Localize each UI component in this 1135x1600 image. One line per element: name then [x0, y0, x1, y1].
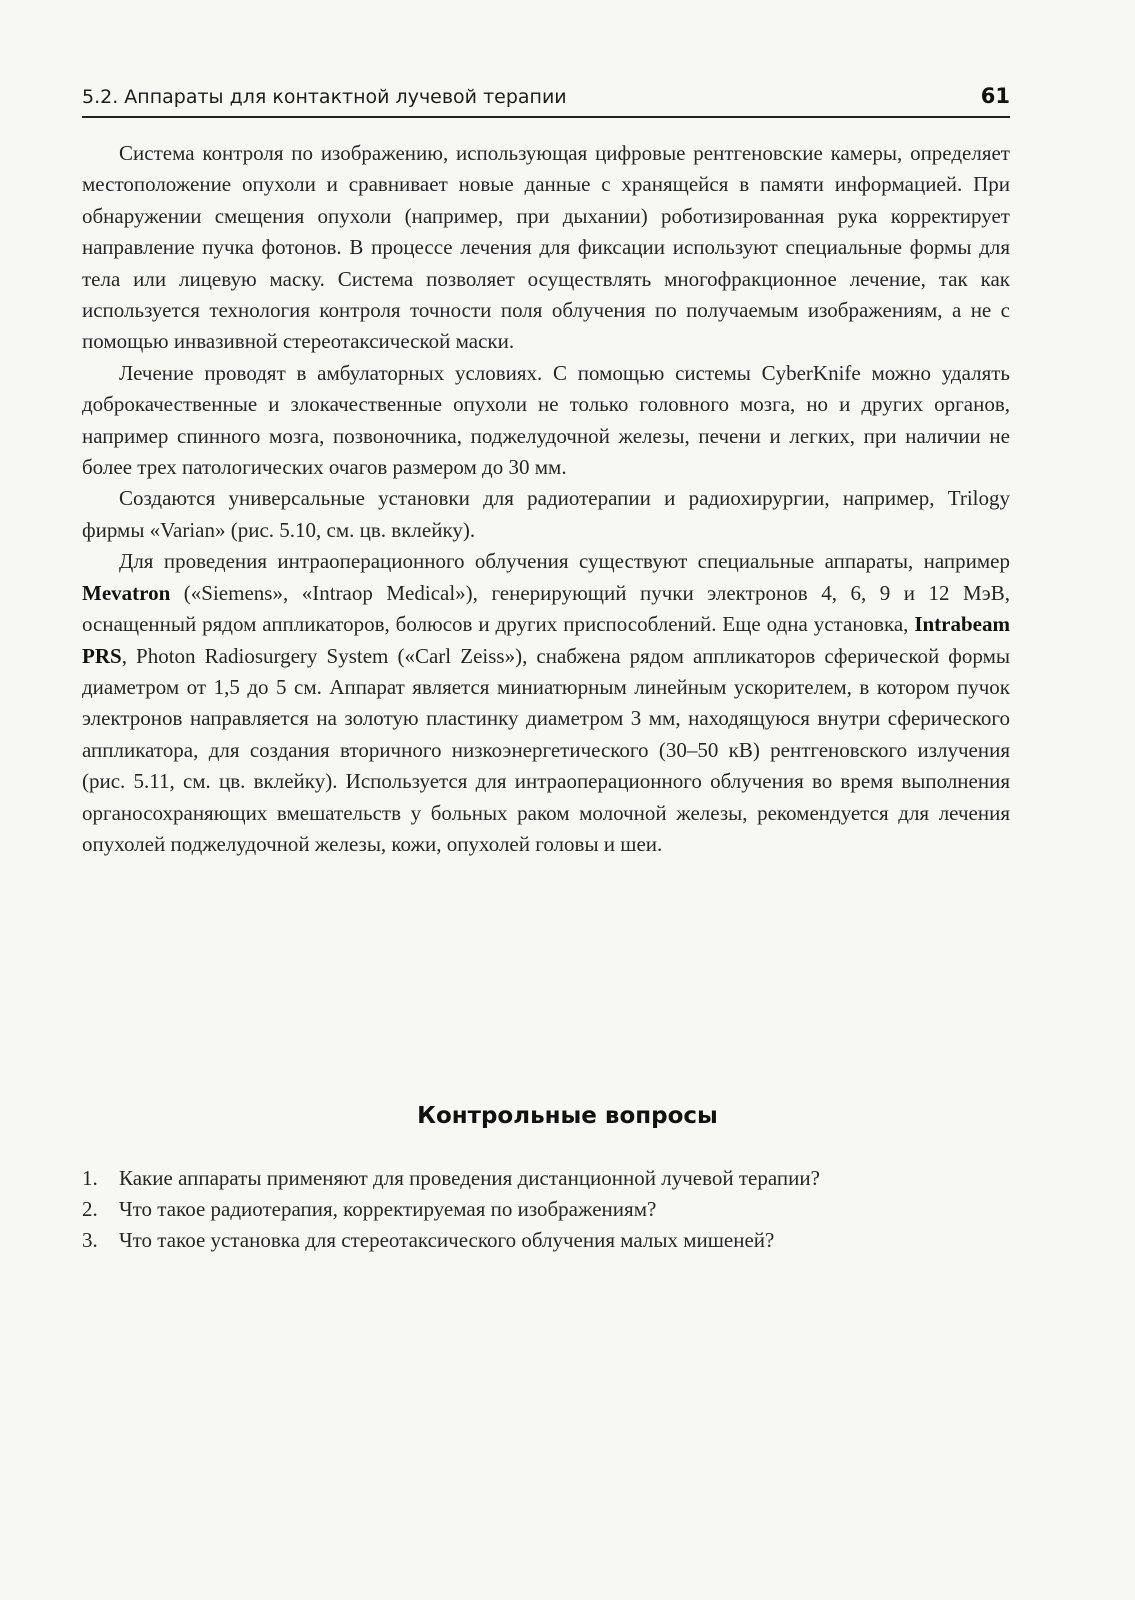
- term-intrabeam: Intrabeam PRS: [82, 612, 1010, 668]
- section-title-review-questions: Контрольные вопросы: [417, 1103, 718, 1129]
- page-number: 61: [980, 84, 1010, 108]
- question-number: 2.: [82, 1197, 98, 1221]
- running-title: 5.2. Аппараты для контактной лучевой терапии: [82, 86, 567, 108]
- paragraph-trilogy: Создаются универсальные установки для радиотерапии и радиохирургии, например, Trilogy фирмы «Varian» (рис. 5.10, см. цв. вклейку).: [82, 486, 1010, 542]
- paragraph-image-guidance: Система контроля по изображению, использующая цифровые рентгеновские камеры, определяет местоположение опухоли и сравнивает новые данные с хранящейся в памяти информацией. При обнаружении смещения опухоли (например, при дыхании) роботизированная рука корректирует направление пучка фотонов. В процессе лечения для фиксации используют специальные формы для тела или лицевую маску. Система позволяет осуществлять многофракционное лечение, так как используется технология контроля точности поля облучения по получаемым изображениям, а не с помощью инвазивной стереотаксической маски.: [82, 141, 1010, 354]
- question-item: [82, 1225, 1010, 1256]
- question-text: Какие аппараты применяют для проведения дистанционной лучевой терапии?: [119, 1166, 820, 1190]
- paragraph-text-segment: Для проведения интраоперационного облучения существуют специальные аппараты, например: [119, 549, 1010, 574]
- question-number: 3.: [82, 1228, 98, 1252]
- question-text: Что такое радиотерапия, корректируемая по изображениям?: [119, 1197, 657, 1221]
- paragraph-intraoperative: [82, 546, 1010, 860]
- question-text: Что такое установка для стереотаксического облучения малых мишеней?: [119, 1228, 775, 1252]
- body-text: [82, 138, 1010, 860]
- question-item: [82, 1163, 1010, 1194]
- review-question-list: [82, 1163, 1010, 1256]
- term-mevatron: Mevatron: [82, 580, 171, 605]
- question-number: 1.: [82, 1166, 98, 1190]
- paragraph-cyberknife: Лечение проводят в амбулаторных условиях. С помощью системы CyberKnife можно удалять доброкачественные и злокачественные опухоли не только головного мозга, но и других органов, например спинного мозга, позвоночника, поджелудочной железы, печени и легких, при наличии не более трех патологических очагов размером до 30 мм.: [82, 360, 1010, 480]
- running-header: [82, 84, 1010, 118]
- question-item: [82, 1194, 1010, 1225]
- paragraph-text-segment: , Photon Radiosurgery System («Carl Zeiss»), снабжена рядом аппликаторов сферической формы диаметром от 1,5 до 5 см. Аппарат является миниатюрным линейным ускорителем, в котором пучок электронов направляется на золотую пластинку диаметром 3 мм, находящуюся внутри сферического аппликатора, для создания вторичного низкоэнергетического (30–50 кВ) рентгеновского излучения (рис. 5.11, см. цв. вклейку). Используется для интраоперационного облучения во время выполнения органосохраняющих вмешательств у больных раком молочной железы, рекомендуется для лечения опухолей поджелудочной железы, кожи, опухолей головы и шеи.: [82, 643, 1010, 856]
- paragraph-text-segment: («Siemens», «Intraop Medical»), генерирующий пучки электронов 4, 6, 9 и 12 МэВ, оснащенный рядом аппликаторов, болюсов и других приспособлений. Еще одна установка,: [82, 580, 1010, 637]
